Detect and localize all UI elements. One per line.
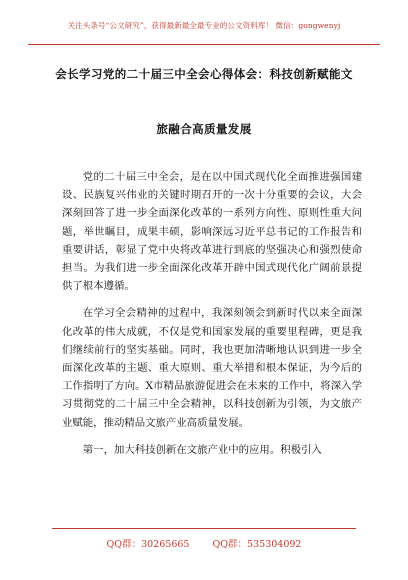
footer-qq-group-1: QQ群：30265665 [106,539,190,550]
header-banner: 关注头条号“公文研究”，获得最新最全最专业的公文资料库！ 微信：gongwenyj [67,21,341,30]
paragraph: 在学习全会精神的过程中，我深刻领会到新时代以来全面深化改革的伟大成就，不仅是党和国家发展的重要里程碑，更是我们继续前行的坚实基础。同时，我也更加清晰地认识到进一步全面深化改革的主题、重大原则、重大举措和根本保证，为今后的工作指明了方向。X市精品旅游促进会在未来的工作中，将深入学习贯彻党的二十届三中全会精神，以科技创新为引领，为文旅产业赋能，推动精品文旅产业高质量发展。 [62,307,362,429]
document-title-line-2: 旅融合高质量发展 [156,122,252,136]
footer [0,536,408,550]
footer-divider [52,528,356,529]
header-divider [28,44,380,45]
paragraph: 党的二十届三中全会，是在以中国式现代化全面推进强国建设、民族复兴伟业的关键时期召开的一次十分重要的会议，大会深刻回答了进一步全面深化改革的一系列方向性、原则性重大问题，举世瞩目，成果丰硕，影响深远习近平总书记的工作报告和重要讲话，彰显了党中央将改革进行到底的坚强决心和强烈使命担当。为我们进一步全面深化改革开辟中国式现代化广阔前景提供了根本遵循。 [62,171,362,293]
footer-qq-group-2: QQ群：535304092 [212,539,302,550]
document-body [62,168,362,468]
paragraph: 第一，加大科技创新在文旅产业中的应用。积极引入 [82,443,322,456]
document-title-line-1: 会长学习党的二十届三中全会心得体会：科技创新赋能文 [55,67,353,81]
